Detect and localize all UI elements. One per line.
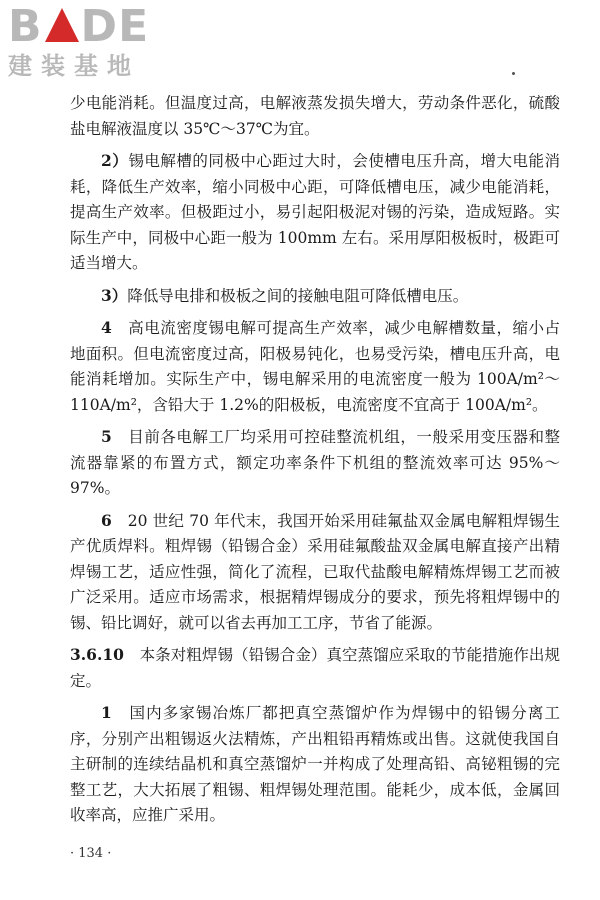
paragraph: 3）降低导电排和极板之间的接触电阻可降低槽电压。 xyxy=(101,285,469,305)
item-number: 5 xyxy=(101,427,112,446)
watermark-logo xyxy=(8,1,178,80)
paragraph: 少电能消耗。但温度过高，电解液蒸发损失增大，劳动条件恶化，硫酸盐电解液温度以 35℃～37℃为宜。 xyxy=(70,94,560,138)
item-number: 3） xyxy=(101,285,128,305)
item-number: 2） xyxy=(101,151,129,170)
paragraph: 5 目前各电解工厂均采用可控硅整流机组，一般采用变压器和整流器靠紧的布置方式，额定功率条件下机组的整流效率可达 95%～97%。 xyxy=(70,427,560,497)
document-body xyxy=(70,91,560,829)
item-number: 6 xyxy=(101,510,112,530)
logo-a-triangle-icon xyxy=(45,8,79,42)
logo-brand: B DE xyxy=(8,1,150,52)
paragraph: 2）锡电解槽的同极中心距过大时，会使槽电压升高，增大电能消耗，降低生产效率，缩小同极中心距，可降低槽电压，减少电能消耗，提高生产效率。但极距过小，易引起阳极泥对锡的污染，造成短路。实际生产中，同极中心距一般为 100mm 左右。采用厚阳极板时，极距可适当增大。 xyxy=(70,151,560,272)
page-number: · 134 · xyxy=(70,846,112,861)
logo-subtitle: 建装基地 xyxy=(8,52,140,80)
speck xyxy=(512,72,515,75)
clause-heading: 3.6.10 本条对粗焊锡（铅锡合金）真空蒸馏应采取的节能措施作出规定。 xyxy=(70,645,560,690)
paragraph: 1 国内多家锡冶炼厂都把真空蒸馏炉作为焊锡中的铅锡分离工序，分别产出粗锡返火法精炼，产出粗铅再精炼或出售。这就使我国自主研制的连续结晶机和真空蒸馏炉一并构成了处理高铅、高铋粗锡的完整工艺，大大拓展了粗锡、粗焊锡处理范围。能耗少，成本低，金属回收率高，应推广采用。 xyxy=(70,703,560,824)
clause-number: 3.6.10 xyxy=(70,645,124,664)
paragraph: 6 20 世纪 70 年代末，我国开始采用硅氟盐双金属电解粗焊锡生产优质焊料。粗焊锡（铅锡合金）采用硅氟酸盐双金属电解直接产出精焊锡工艺，适应性强，简化了流程，已取代盐酸电解精炼焊锡工艺而被广泛采用。适应市场需求，根据精焊锡成分的要求，预先将粗焊锡中的锡、铅比调好，就可以省去再加工工序，节省了能源。 xyxy=(70,510,560,632)
item-number: 1 xyxy=(101,703,112,722)
item-number: 4 xyxy=(101,318,112,337)
paragraph: 4 高电流密度锡电解可提高生产效率，减少电解槽数量，缩小占地面积。但电流密度过高，阳极易钝化，也易受污染，槽电压升高，电能消耗增加。实际生产中，锡电解采用的电流密度一般为 100A/m²～110A/m²，含铅大于 1.2%的阳极板，电流密度不宜高于 100A/m²。 xyxy=(70,318,560,414)
